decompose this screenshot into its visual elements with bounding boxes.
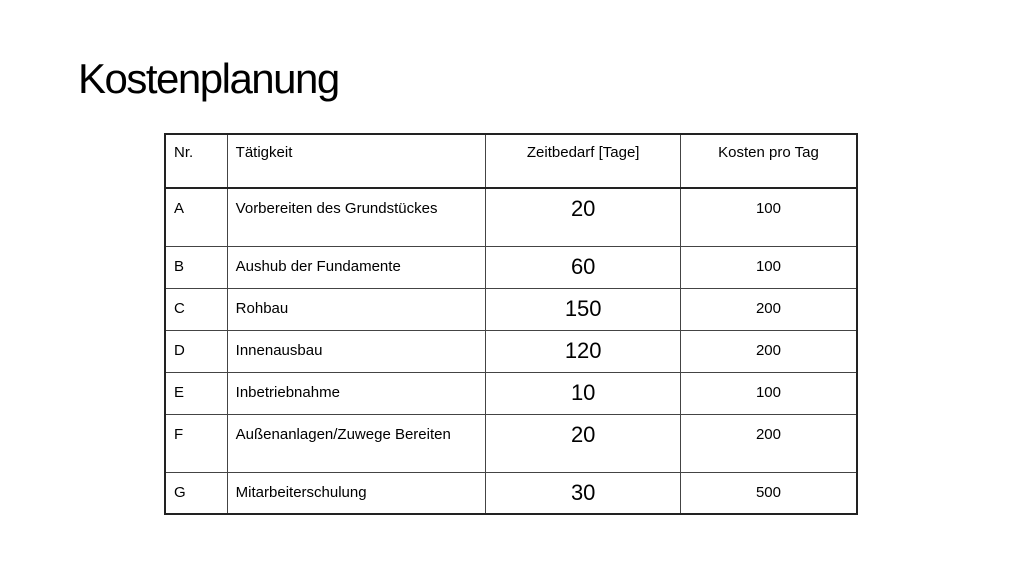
cost-table	[164, 133, 858, 515]
cell-time: 60	[486, 246, 681, 288]
header-cost: Kosten pro Tag	[680, 134, 857, 188]
header-nr: Nr.	[165, 134, 227, 188]
cell-time: 20	[486, 414, 681, 472]
cell-nr: B	[165, 246, 227, 288]
cell-cost: 200	[680, 330, 857, 372]
cell-cost: 100	[680, 246, 857, 288]
cell-cost: 100	[680, 372, 857, 414]
cell-time: 150	[486, 288, 681, 330]
slide-title: Kostenplanung	[78, 55, 339, 102]
cell-task: Aushub der Fundamente	[227, 246, 486, 288]
header-time: Zeitbedarf [Tage]	[486, 134, 681, 188]
table-row	[165, 188, 857, 246]
table-row	[165, 246, 857, 288]
table-row	[165, 414, 857, 472]
cell-nr: A	[165, 188, 227, 246]
cell-task: Rohbau	[227, 288, 486, 330]
cell-cost: 200	[680, 414, 857, 472]
cell-cost: 500	[680, 472, 857, 514]
cell-nr: C	[165, 288, 227, 330]
cell-time: 10	[486, 372, 681, 414]
cell-cost: 100	[680, 188, 857, 246]
cell-task: Innenausbau	[227, 330, 486, 372]
cell-task: Inbetriebnahme	[227, 372, 486, 414]
cell-nr: F	[165, 414, 227, 472]
cell-task: Außenanlagen/Zuwege Bereiten	[227, 414, 486, 472]
cell-nr: G	[165, 472, 227, 514]
cell-time: 30	[486, 472, 681, 514]
table-row	[165, 372, 857, 414]
cell-nr: D	[165, 330, 227, 372]
cell-task: Vorbereiten des Grundstückes	[227, 188, 486, 246]
cell-cost: 200	[680, 288, 857, 330]
cell-task: Mitarbeiterschulung	[227, 472, 486, 514]
table-row	[165, 472, 857, 514]
table-row	[165, 288, 857, 330]
table-header-row	[165, 134, 857, 188]
header-task: Tätigkeit	[227, 134, 486, 188]
table-row	[165, 330, 857, 372]
cell-nr: E	[165, 372, 227, 414]
cell-time: 20	[486, 188, 681, 246]
cell-time: 120	[486, 330, 681, 372]
